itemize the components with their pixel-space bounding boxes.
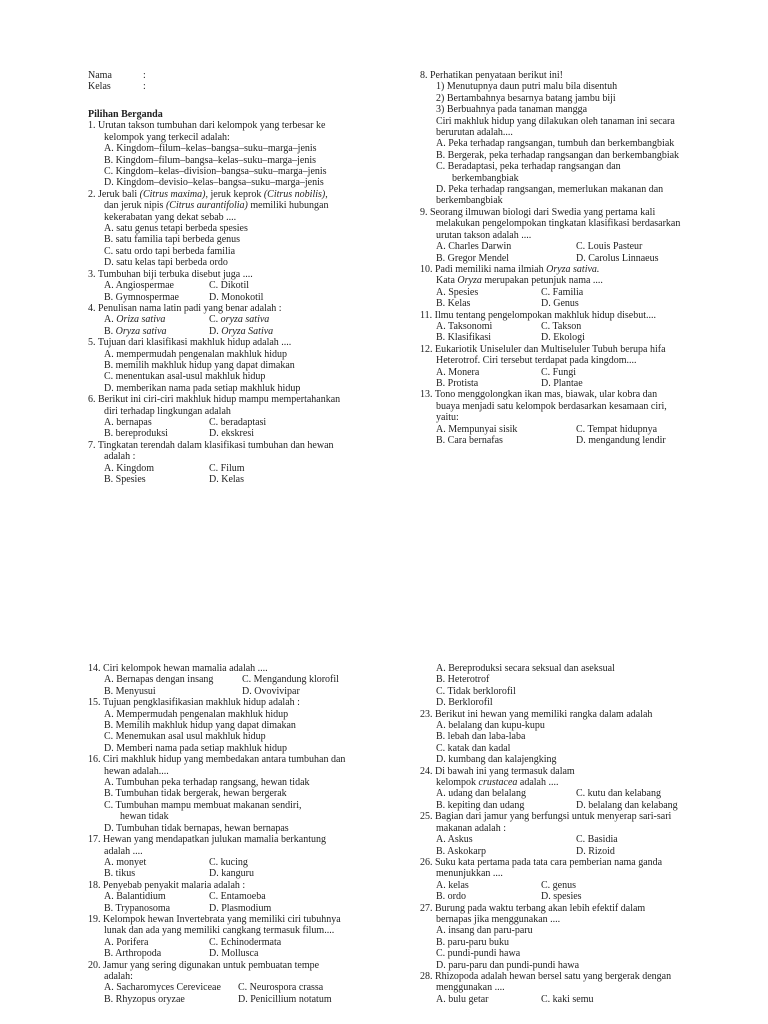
option-a: A. Peka terhadap rangsangan, tumbuh dan berkembangbiak [436, 138, 675, 150]
option-c: C. Filum [209, 462, 245, 474]
option-a: A. Bereproduksi secara seksual dan aseksual [436, 663, 615, 674]
question-15: 15. Tujuan pengklasifikasian makhluk hidup adalah : [88, 697, 300, 709]
left-column-page1 [88, 109, 373, 485]
option-b: B. Cara bernafas [436, 435, 503, 446]
option-b: B. Arthropoda [104, 948, 162, 960]
question-9-line3: urutan takson adalah .... [436, 229, 532, 241]
right-column-page1 [420, 70, 720, 446]
option-d: D. Tumbuhan tidak bernapas, hewan bernapas [104, 822, 289, 834]
option-a: A. Askus [436, 834, 473, 846]
option-c: C. Entamoeba [209, 891, 266, 903]
question-2-line2: dan jeruk nipis (Citrus aurantifolia) memiliki hubungan [104, 200, 329, 212]
option-a: A. Sacharomyces Cereviceae [104, 982, 221, 994]
option-b: B. Klasifikasi [436, 332, 491, 344]
option-a: A. monyet [104, 856, 147, 868]
question-12-options [420, 367, 720, 390]
question-26: 26. Suku kata pertama pada tata cara pemberian nama ganda [420, 856, 663, 868]
option-a: A. bulu getar [436, 993, 489, 1005]
option-d: D. Kingdom–devisio–kelas–bangsa–suku–marga–jenis [104, 177, 324, 189]
question-26-line2: menunjukkan .... [436, 868, 503, 880]
question-16-line2: hewan adalah.... [104, 765, 169, 777]
question-19-options [88, 937, 373, 960]
question-16: 16. Ciri makhluk hidup yang membedakan antara tumbuhan dan [88, 754, 346, 766]
option-c: C. Kingdom–kelas–division–bangsa–suku–marga–jenis [104, 166, 327, 178]
option-c: C. oryza sativa [209, 314, 270, 326]
option-d: D. Carolus Linnaeus [576, 252, 659, 264]
option-d: D. mengandung lendir [576, 435, 666, 446]
question-18: 18. Penyebab penyakit malaria adalah : [88, 879, 246, 891]
section-title: Pilihan Berganda [88, 109, 163, 120]
option-a: A. Mempermudah pengenalan makhluk hidup [104, 708, 289, 720]
nama-row [88, 70, 373, 81]
question-8-line: Ciri makhluk hidup yang dilakukan oleh tanaman ini secara [436, 115, 675, 127]
question-24-options [420, 788, 720, 811]
option-d: D. Penicillium notatum [238, 993, 332, 1005]
statement-3: 3) Berbuahnya pada tanaman mangga [436, 104, 588, 116]
option-c: C. Familia [541, 286, 584, 298]
option-c: C. Dikotil [209, 280, 250, 292]
question-20-line2: adalah: [104, 970, 133, 982]
option-a: A. Balantidium [104, 891, 166, 903]
question-20: 20. Jamur yang sering digunakan untuk pembuatan tempe [88, 959, 320, 971]
option-b: B. Memilih makhluk hidup yang dapat dimakan [104, 720, 296, 732]
question-14-options [88, 674, 373, 697]
question-12: 12. Eukariotik Uniseluler dan Multiseluler Tubuh berupa hifa [420, 343, 666, 355]
option-c: C. Mengandung klorofil [242, 674, 339, 686]
option-b: B. Kingdom–filum–bangsa–kelas–suku–marga–jenis [104, 154, 317, 166]
option-a: A. kelas [436, 879, 469, 891]
question-24-line2: kelompok crustacea adalah .... [436, 777, 559, 789]
question-17-options [88, 857, 373, 880]
option-a: A. Kingdom–filum–kelas–bangsa–suku–marga–jenis [104, 143, 317, 155]
question-9-options [420, 241, 720, 264]
question-7-line2: adalah : [104, 451, 136, 463]
option-d: D. ekskresi [209, 428, 254, 440]
question-3: 3. Tumbuhan biji terbuka disebut juga .... [88, 268, 253, 280]
question-6: 6. Berikut ini ciri-ciri makhluk hidup mampu mempertahankan [88, 394, 341, 406]
option-c: C. kucing [209, 856, 248, 868]
option-d: D. Genus [541, 298, 579, 310]
question-25-options [420, 834, 720, 857]
question-4: 4. Penulisan nama latin padi yang benar adalah : [88, 302, 282, 314]
option-c-cont: berkembangbiak [452, 172, 519, 184]
option-a: A. Bernapas dengan insang [104, 674, 214, 686]
option-c: C. Louis Pasteur [576, 241, 643, 253]
option-c-cont: hewan tidak [120, 811, 169, 823]
question-13-line3: yaitu: [436, 412, 459, 424]
question-2-line3: kekerabatan yang dekat sebab .... [104, 211, 237, 223]
question-7-options [88, 463, 373, 486]
question-18-options [88, 891, 373, 914]
question-27: 27. Burung pada waktu terbang akan lebih efektif dalam [420, 902, 646, 914]
question-25: 25. Bagian dari jamur yang berfungsi untuk menyerap sari-sari [420, 811, 672, 823]
option-d-cont: berkembangbiak [436, 195, 503, 207]
option-d: D. Plantae [541, 377, 583, 389]
option-a: A. belalang dan kupu-kupu [436, 720, 545, 732]
question-28: 28. Rhizopoda adalah hewan bersel satu yang bergerak dengan [420, 970, 672, 982]
option-c: C. Echinodermata [209, 936, 282, 948]
question-11: 11. Ilmu tentang pengelompokan makhluk hidup disebut.... [420, 309, 656, 321]
option-d: D. Monokotil [209, 291, 264, 303]
option-a: A. Tumbuhan peka terhadap rangsang, hewan tidak [104, 777, 310, 789]
option-b: B. Rhyzopus oryzae [104, 993, 185, 1005]
question-17-line2: adalah .... [104, 845, 143, 857]
question-1-line2: kelompok yang terkecil adalah: [104, 131, 230, 143]
question-12-line2: Heterotrof. Ciri tersebut terdapat pada kingdom.... [436, 355, 637, 367]
option-d: D. Mollusca [209, 948, 259, 960]
option-d: D. Rizoid [576, 845, 615, 857]
question-2: 2. Jeruk bali (Citrus maxima), jeruk keprok (Citrus nobilis), [88, 188, 328, 200]
option-b: B. lebah dan laba-laba [436, 731, 526, 743]
option-c: C. beradaptasi [209, 416, 267, 428]
question-13-line2: buaya menjadi satu kelompok berdasarkan kesamaan ciri, [436, 400, 667, 412]
option-a: A. satu genus tetapi berbeda spesies [104, 223, 248, 235]
question-14: 14. Ciri kelompok hewan mamalia adalah .... [88, 663, 268, 674]
option-b: B. Oryza sativa [104, 325, 167, 337]
option-b: B. Kelas [436, 298, 471, 310]
option-c: C. Basidia [576, 834, 618, 846]
option-b: B. paru-paru buku [436, 936, 510, 948]
option-a: A. bernapas [104, 416, 152, 428]
option-d: D. Peka terhadap rangsangan, memerlukan makanan dan [436, 184, 664, 196]
option-d: D. Plasmodium [209, 902, 272, 914]
option-c: C. pundi-pundi hawa [436, 948, 521, 960]
statement-2: 2) Bertambahnya besarnya batang jambu biji [436, 92, 616, 104]
question-8: 8. Perhatikan penyataan berikut ini! [420, 70, 564, 81]
option-a: A. Angiospermae [104, 280, 174, 292]
option-b: B. Spesies [104, 474, 146, 485]
option-c: C. Neurospora crassa [238, 982, 324, 994]
option-b: B. Tumbuhan tidak bergerak, hewan bergerak [104, 788, 287, 800]
nama-colon: : [143, 70, 146, 81]
option-d: D. satu kelas tapi berbeda ordo [104, 257, 228, 269]
right-column-page2 [420, 663, 720, 1005]
option-d: D. belalang dan kelabang [576, 799, 678, 811]
question-6-options [88, 417, 373, 440]
question-19-line2: lunak dan ada yang memiliki cangkang termasuk filum.... [104, 925, 335, 937]
option-a: A. Porifera [104, 936, 149, 948]
option-b: B. bereproduksi [104, 428, 168, 440]
option-b: B. satu familia tapi berbeda genus [104, 234, 241, 246]
option-c: C. genus [541, 879, 576, 891]
question-5: 5. Tujuan dari klasifikasi makhluk hidup adalah .... [88, 337, 292, 349]
option-c: C. Menemukan asal usul makhluk hidup [104, 731, 266, 743]
option-a: A. insang dan paru-paru [436, 925, 533, 937]
option-a: A. udang dan belalang [436, 788, 526, 800]
question-25-line2: makanan adalah : [436, 822, 506, 834]
option-c: C. Tumbuhan mampu membuat makanan sendiri, [104, 799, 302, 811]
question-20-options [88, 982, 373, 1005]
question-9: 9. Seorang ilmuwan biologi dari Swedia yang pertama kali [420, 206, 656, 218]
kelas-label: Kelas [88, 81, 111, 93]
option-a: A. mempermudah pengenalan makhluk hidup [104, 348, 288, 360]
question-11-options [420, 321, 720, 344]
option-b: B. kepiting dan udang [436, 799, 525, 811]
option-c: C. kutu dan kelabang [576, 788, 661, 800]
option-d: D. spesies [541, 891, 582, 903]
option-b: B. Gregor Mendel [436, 252, 510, 264]
option-c: C. Tidak berklorofil [436, 685, 516, 697]
option-d: D. kumbang dan kalajengking [436, 754, 557, 766]
option-b: B. Gymnospermae [104, 291, 179, 303]
option-b: B. memilih makhluk hidup yang dapat dimakan [104, 359, 295, 371]
statement-1: 1) Menutupnya daun putri malu bila disentuh [436, 81, 618, 93]
option-c: C. satu ordo tapi berbeda familia [104, 245, 236, 257]
option-d: D. Memberi nama pada setiap makhluk hidup [104, 742, 288, 754]
kelas-row [88, 81, 373, 92]
option-d: D. Kelas [209, 474, 244, 485]
option-a: A. Charles Darwin [436, 241, 512, 253]
question-9-line2: melakukan pengelompokan tingkatan klasifikasi berdasarkan [436, 218, 681, 230]
option-d: D. kanguru [209, 868, 254, 880]
option-a: A. Monera [436, 366, 480, 378]
question-10-options [420, 287, 720, 310]
option-b: B. tikus [104, 868, 136, 880]
question-7: 7. Tingkatan terendah dalam klasifikasi tumbuhan dan hewan [88, 439, 334, 451]
question-28-line2: menggunakan .... [436, 982, 505, 994]
option-d: D. Ekologi [541, 332, 585, 344]
question-3-options [88, 280, 373, 303]
option-b: B. Heterotrof [436, 674, 490, 686]
question-8-line: berurutan adalah.... [436, 127, 513, 139]
nama-label: Nama [88, 70, 112, 81]
question-10: 10. Padi memiliki nama ilmiah Oryza sativa. [420, 263, 600, 275]
option-d: D. Berklorofil [436, 697, 493, 709]
question-13: 13. Tono menggolongkan ikan mas, biawak, ular kobra dan [420, 389, 658, 401]
question-13-options [420, 424, 720, 447]
option-a: A. Mempunyai sisik [436, 423, 518, 435]
option-a: A. Taksonomi [436, 320, 493, 332]
option-c: C. katak dan kadal [436, 742, 511, 754]
question-19: 19. Kelompok hewan Invertebrata yang memiliki ciri tubuhnya [88, 913, 341, 925]
option-c: C. Beradaptasi, peka terhadap rangsangan dan [436, 161, 621, 173]
option-b: B. Askokarp [436, 845, 486, 857]
question-17: 17. Hewan yang mendapatkan julukan mamalia berkantung [88, 834, 326, 846]
option-c: C. Fungi [541, 366, 577, 378]
option-b: B. Trypanosoma [104, 902, 171, 914]
header-block [88, 70, 373, 93]
question-26-options [420, 880, 720, 903]
question-23: 23. Berikut ini hewan yang memiliki rangka dalam adalah [420, 708, 653, 720]
question-24: 24. Di bawah ini yang termasuk dalam [420, 765, 575, 777]
option-a: A. Kingdom [104, 462, 154, 474]
option-c: C. Tempat hidupnya [576, 423, 658, 435]
option-d: D. Oryza Sativa [209, 325, 274, 337]
option-b: B. Menyusui [104, 685, 156, 697]
option-c: C. menentukan asal-usul makhluk hidup [104, 371, 266, 383]
kelas-colon: : [143, 81, 146, 93]
question-27-line2: bernapas jika menggunakan .... [436, 913, 561, 925]
option-b: B. ordo [436, 891, 466, 903]
option-b: B. Bergerak, peka terhadap rangsangan dan berkembangbiak [436, 149, 680, 161]
question-4-options [88, 314, 373, 337]
option-c: C. kaki semu [541, 993, 594, 1005]
question-1: 1. Urutan takson tumbuhan dari kelompok yang terbesar ke [88, 120, 326, 132]
option-c: C. Takson [541, 320, 582, 332]
option-a: A. Oriza sativa [104, 314, 166, 326]
question-10-line2: Kata Oryza merupakan petunjuk nama .... [436, 275, 603, 287]
option-d: D. memberikan nama pada setiap makhluk hidup [104, 382, 301, 394]
option-d: D. paru-paru dan pundi-pundi hawa [436, 959, 580, 971]
left-column-page2 [88, 663, 373, 1005]
option-b: B. Protista [436, 377, 479, 389]
question-6-line2: diri terhadap lingkungan adalah [104, 405, 231, 417]
option-a: A. Spesies [436, 286, 479, 298]
option-d: D. Ovovivipar [242, 685, 300, 697]
question-28-options [420, 994, 720, 1005]
